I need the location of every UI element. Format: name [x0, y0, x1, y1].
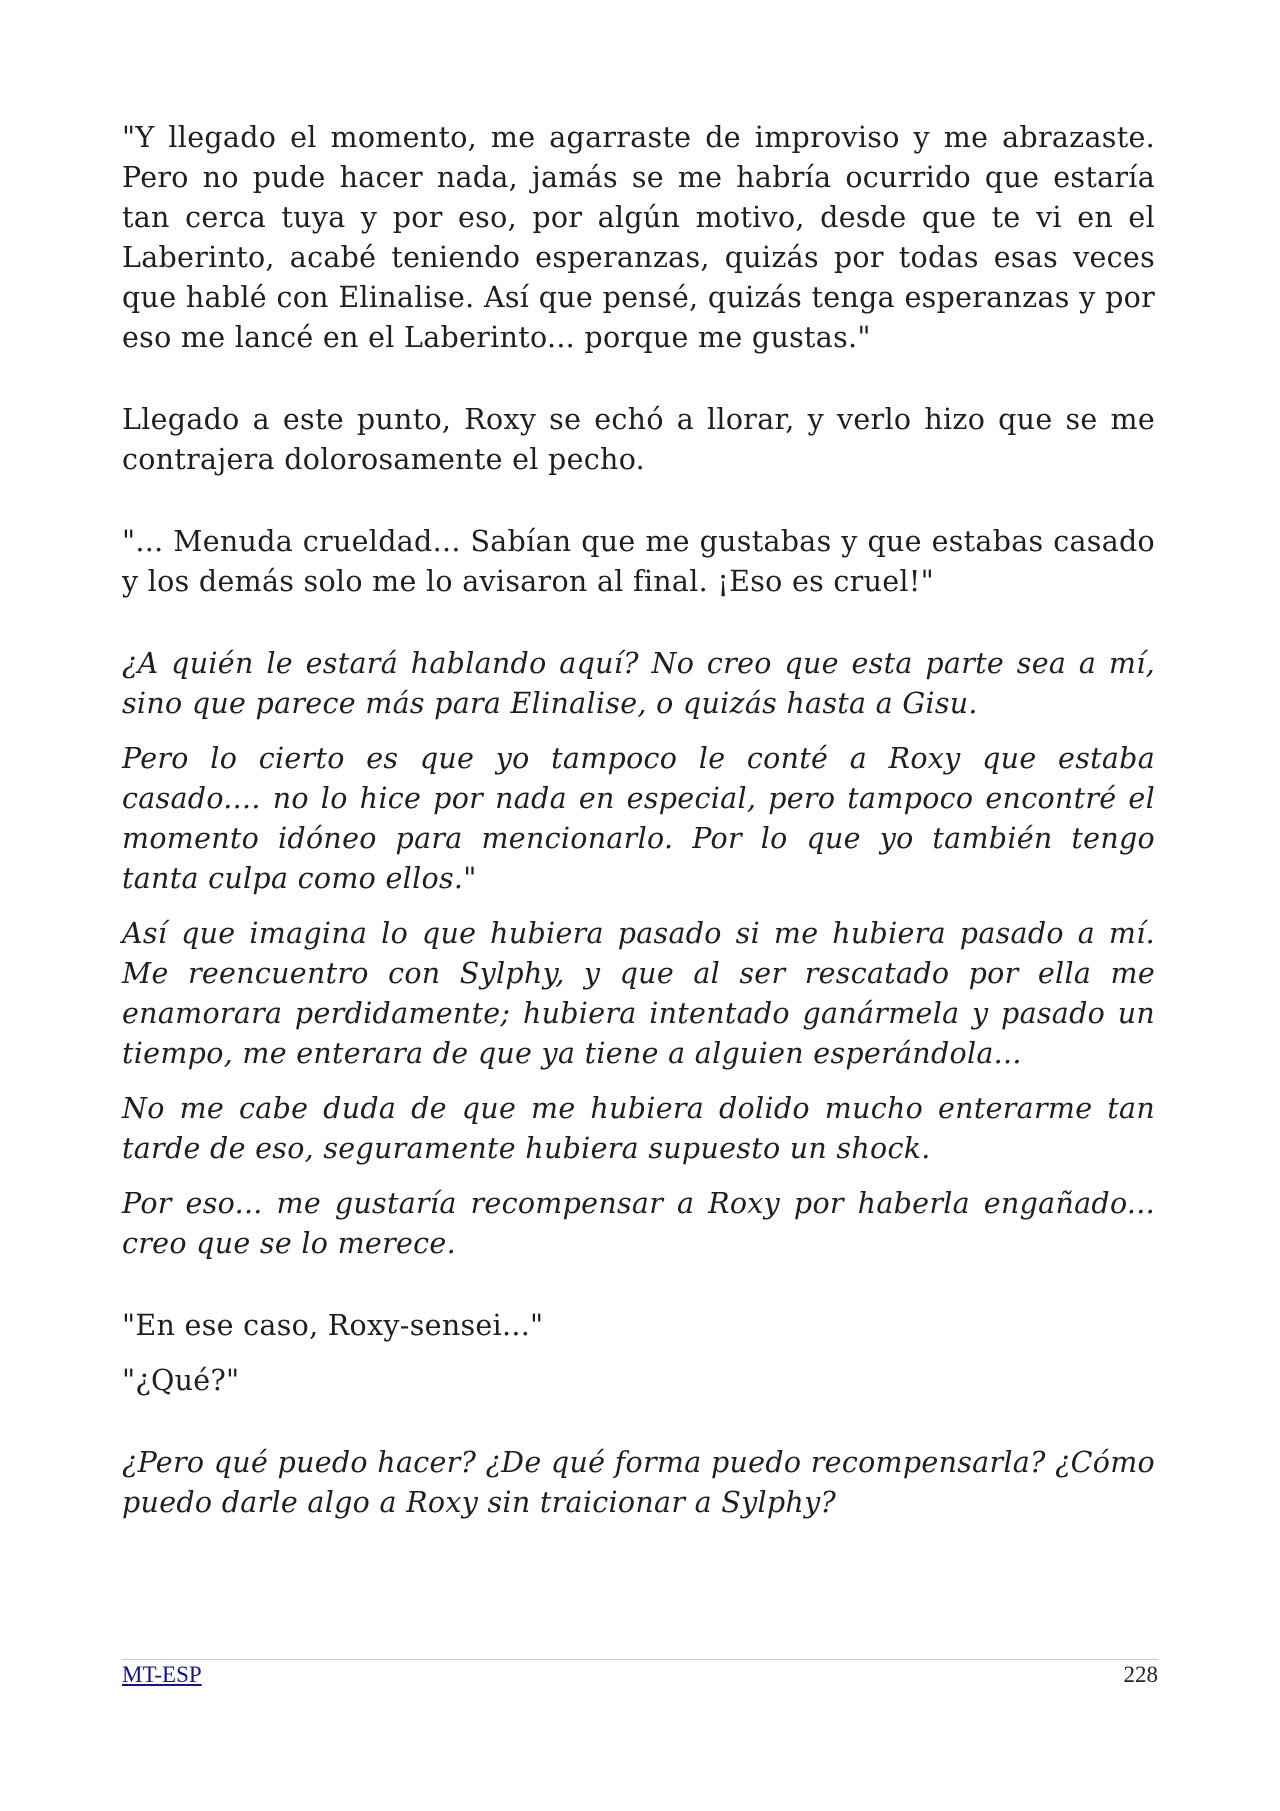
paragraph-10: "¿Qué?" [122, 1364, 240, 1397]
footer-divider [122, 1659, 1158, 1660]
paragraph-8-italic: Por eso... me gustaría recompensar a Roxy por haberla engañado... creo que se lo merece. [122, 1187, 1155, 1260]
paragraph-11-italic: ¿Pero qué puedo hacer? ¿De qué forma puedo recompensarla? ¿Cómo puedo darle algo a Roxy sin traicionar a Sylphy? [122, 1446, 1155, 1519]
paragraph-2: Llegado a este punto, Roxy se echó a llorar, y verlo hizo que se me contrajera dolorosamente el pecho. [122, 403, 1155, 476]
paragraph-9: "En ese caso, Roxy-sensei..." [122, 1309, 544, 1342]
footer-link-mt-esp[interactable]: MT-ESP [122, 1662, 202, 1687]
paragraph-6-italic: Así que imagina lo que hubiera pasado si me hubiera pasado a mí. Me reencuentro con Sylphy, y que al ser rescatado por ella me enamorara perdidamente; hubiera intentado ganármela y pasado un tiempo, me enterara de que ya tiene a alguien esperándola... [122, 917, 1155, 1070]
paragraph-7-italic: No me cabe duda de que me hubiera dolido mucho enterarme tan tarde de eso, seguramente hubiera supuesto un shock. [122, 1092, 1155, 1165]
paragraph-4-italic: ¿A quién le estará hablando aquí? No creo que esta parte sea a mí, sino que parece más para Elinalise, o quizás hasta a Gisu. [122, 647, 1155, 720]
paragraph-5-italic: Pero lo cierto es que yo tampoco le conté a Roxy que estaba casado.... no lo hice por nada en especial, pero tampoco encontré el momento idóneo para mencionarlo. Por lo que yo también tengo tanta culpa como ellos." [122, 742, 1155, 895]
paragraph-1: "Y llegado el momento, me agarraste de improviso y me abrazaste. Pero no pude hacer nada, jamás se me habría ocurrido que estaría tan cerca tuya y por eso, por algún motivo, desde que te vi en el Laberinto, acabé teniendo esperanzas, quizás por todas esas veces que hablé con Elinalise. Así que pensé, quizás tenga esperanzas y por eso me lancé en el Laberinto... porque me gustas." [122, 121, 1155, 354]
page-body [122, 118, 1155, 1523]
page-number: 228 [1123, 1662, 1158, 1687]
paragraph-3: "... Menuda crueldad... Sabían que me gustabas y que estabas casado y los demás solo me lo avisaron al final. ¡Eso es cruel!" [122, 525, 1155, 598]
